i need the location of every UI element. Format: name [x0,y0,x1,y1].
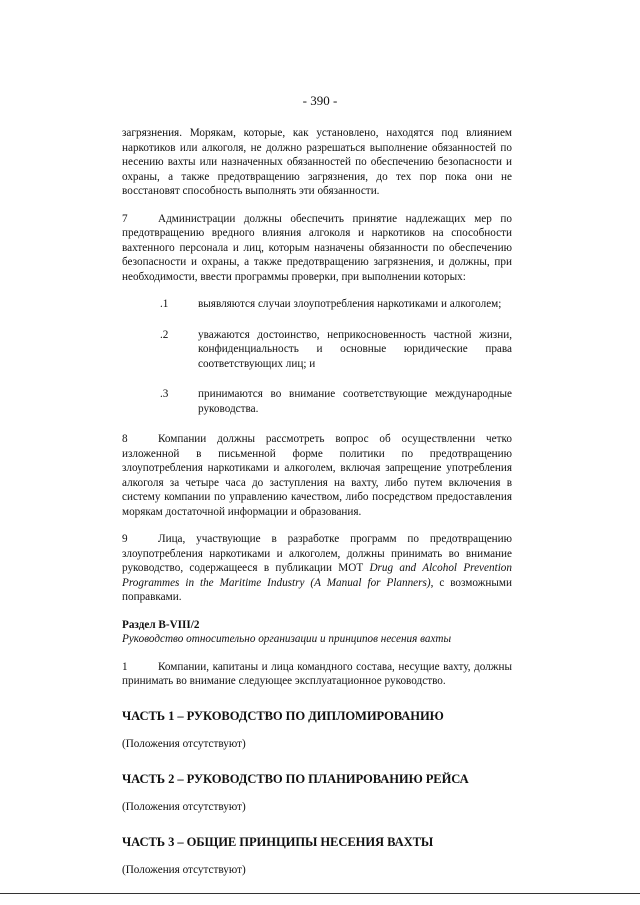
subitem-text: выявляются случаи злоупотребления наркотиками и алкоголем; [198,298,502,310]
section-paragraph-1 [122,660,512,689]
part-2-note: (Положения отсутствуют) [122,801,246,813]
paragraph-text: Лица, участвующие в разработке программ по предотвращению злоупотребления наркотиками и алкоголем, должны принимать во внимание руководство, содержащееся в публикации МОТ [122,533,512,574]
subitem-number: .1 [160,298,169,310]
paragraph-9 [122,532,512,605]
subitem-number: .2 [160,328,169,341]
paragraph-number: 8 [122,433,128,445]
part-3-heading: ЧАСТЬ 3 – ОБЩИЕ ПРИНЦИПЫ НЕСЕНИЯ ВАХТЫ [122,834,434,849]
paragraph-number: 7 [122,212,128,225]
subitem-3 [122,387,512,416]
subitem-number: .3 [160,388,169,400]
part-2-heading: ЧАСТЬ 2 – РУКОВОДСТВО ПО ПЛАНИРОВАНИЮ РЕЙСА [122,771,469,786]
part-3-note: (Положения отсутствуют) [122,864,246,876]
paragraph-7 [122,212,512,285]
publication-title: Drug and Alcohol Prevention Programmes in the Maritime Industry (A Manual for Planners) [122,562,512,589]
section-title: Раздел B-VIII/2 [122,618,200,631]
paragraph-number: 1 [122,660,128,673]
subitem-text: принимаются во внимание соответствующие международные руководства. [198,388,512,415]
paragraph-number: 9 [122,533,128,545]
subitem-2 [122,328,512,372]
paragraph-text-end: , с возможными поправками. [122,576,512,603]
subitem-1 [122,297,512,312]
paragraph-continuation: загрязнения. Морякам, которые, как установлено, находятся под влиянием наркотиков или алкоголя, не должно разрешаться выполнение обязанностей по несению вахты или назначенных обязанностей по обеспечению безопасности и охраны, а также предотвращению загрязнения, до тех пор пока они не восстановят способность выполнять эти обязанности. [122,127,512,197]
paragraph-text: Компании должны рассмотреть вопрос об осуществленни четко изложенной в письменной форме политики по предотвращению злоупотребления наркотиками и алкоголем, включая запрещение употребления алкоголя за четыре часа до заступления на вахту, либо путем включения в систему компании по управлению качеством, либо посредством предоставления морякам достаточной информации и образования. [122,433,512,518]
subitem-text: уважаются достоинство, неприкосновенность частной жизни, конфиденциальность и основные юридические права соответствующих лиц; и [198,328,512,370]
section-subtitle: Руководство относительно организации и принципов несения вахты [122,633,452,645]
part-1-note: (Положения отсутствуют) [122,738,246,750]
paragraph-text: Администрации должны обеспечить принятие надлежащих мер по предотвращению вредного влияния алгоколя и наркотиков на способности вахтенного персонала и лиц, которым назначены обязанности по обеспечению безопасности и охраны, а также предотвращению загрязнения, и должны, при необходимости, ввести программы проверки, при выполнении которых: [122,212,512,283]
part-1-heading: ЧАСТЬ 1 – РУКОВОДСТВО ПО ДИПЛОМИРОВАНИЮ [122,708,444,723]
bottom-rule [0,893,640,894]
page-number: - 390 - [302,93,338,108]
paragraph-text: Компании, капитаны и лица командного состава, несущие вахту, должны принимать во внимание следующее эксплуатационное руководство. [122,660,512,687]
paragraph-8 [122,432,512,519]
document-body [122,126,512,878]
